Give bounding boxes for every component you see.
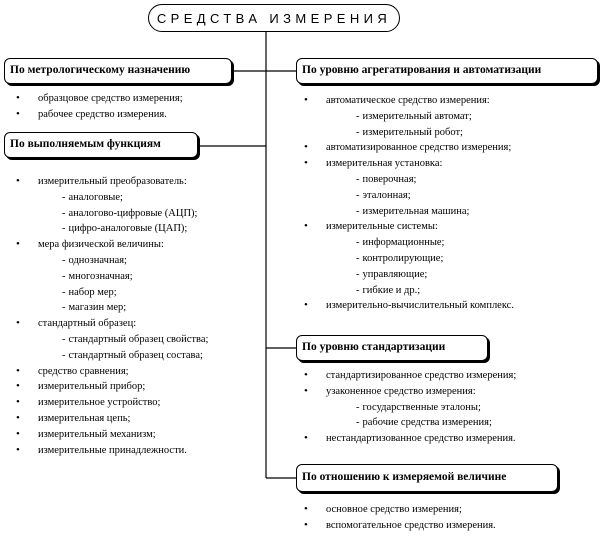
list-item: • измерительные принадлежности. — [38, 443, 208, 459]
sub-item: - рабочие средства измерения; — [356, 415, 516, 431]
list-item: • средство сравнения; — [38, 364, 208, 380]
sub-item: - контролирующие; — [356, 251, 514, 267]
relation-list — [326, 502, 496, 534]
sub-item: - измерительный робот; — [356, 125, 514, 141]
list-item: • автоматическое средство измерения: — [326, 93, 514, 109]
sub-item: - однозначная; — [62, 253, 208, 269]
sub-item: - цифро-аналоговые (ЦАП); — [62, 221, 208, 237]
box-functions: По выполняемым функциям — [4, 132, 198, 158]
list-item: • стандартный образец: — [38, 316, 208, 332]
metrological-list — [38, 91, 183, 123]
box-standardization: По уровню стандартизации — [296, 335, 488, 361]
box-metrological-purpose: По метрологическому назначению — [4, 58, 232, 84]
functions-list — [38, 174, 208, 458]
list-item: • измерительные системы: — [326, 219, 514, 235]
sub-item: - поверочная; — [356, 172, 514, 188]
box-relation-to-quantity: По отношению к измеряемой величине — [296, 464, 558, 492]
list-item: • основное средство измерения; — [326, 502, 496, 518]
list-item: • стандартизированное средство измерения; — [326, 368, 516, 384]
sub-item: - стандартный образец состава; — [62, 348, 208, 364]
sub-item: - измерительная машина; — [356, 204, 514, 220]
sub-item: - управляющие; — [356, 267, 514, 283]
list-item: • измерительно-вычислительный комплекс. — [326, 298, 514, 314]
box-aggregation-automation: По уровню агрегатирования и автоматизации — [296, 58, 598, 84]
list-item: • автоматизированное средство измерения; — [326, 140, 514, 156]
aggregation-list — [326, 93, 514, 314]
list-item: • вспомогательное средство измерения. — [326, 518, 496, 534]
list-item: • мера физической величины: — [38, 237, 208, 253]
list-item: • образцовое средство измерения; — [38, 91, 183, 107]
sub-item: - аналогово-цифровые (АЦП); — [62, 206, 208, 222]
sub-item: - стандартный образец свойства; — [62, 332, 208, 348]
list-item: • измерительная цепь; — [38, 411, 208, 427]
diagram-title: СРЕДСТВА ИЗМЕРЕНИЯ — [148, 4, 400, 32]
sub-item: - гибкие и др.; — [356, 283, 514, 299]
list-item: • измерительный прибор; — [38, 379, 208, 395]
standardization-list — [326, 368, 516, 447]
sub-item: - набор мер; — [62, 285, 208, 301]
sub-item: - измерительный автомат; — [356, 109, 514, 125]
list-item: • измерительная установка: — [326, 156, 514, 172]
sub-item: - государственные эталоны; — [356, 400, 516, 416]
list-item: • нестандартизованное средство измерения. — [326, 431, 516, 447]
sub-item: - аналоговые; — [62, 190, 208, 206]
list-item: • измерительный механизм; — [38, 427, 208, 443]
list-item: • измерительное устройство; — [38, 395, 208, 411]
sub-item: - магазин мер; — [62, 300, 208, 316]
list-item: • узаконенное средство измерения: — [326, 384, 516, 400]
list-item: • рабочее средство измерения. — [38, 107, 183, 123]
sub-item: - информационные; — [356, 235, 514, 251]
sub-item: - эталонная; — [356, 188, 514, 204]
list-item: • измерительный преобразователь: — [38, 174, 208, 190]
sub-item: - многозначная; — [62, 269, 208, 285]
